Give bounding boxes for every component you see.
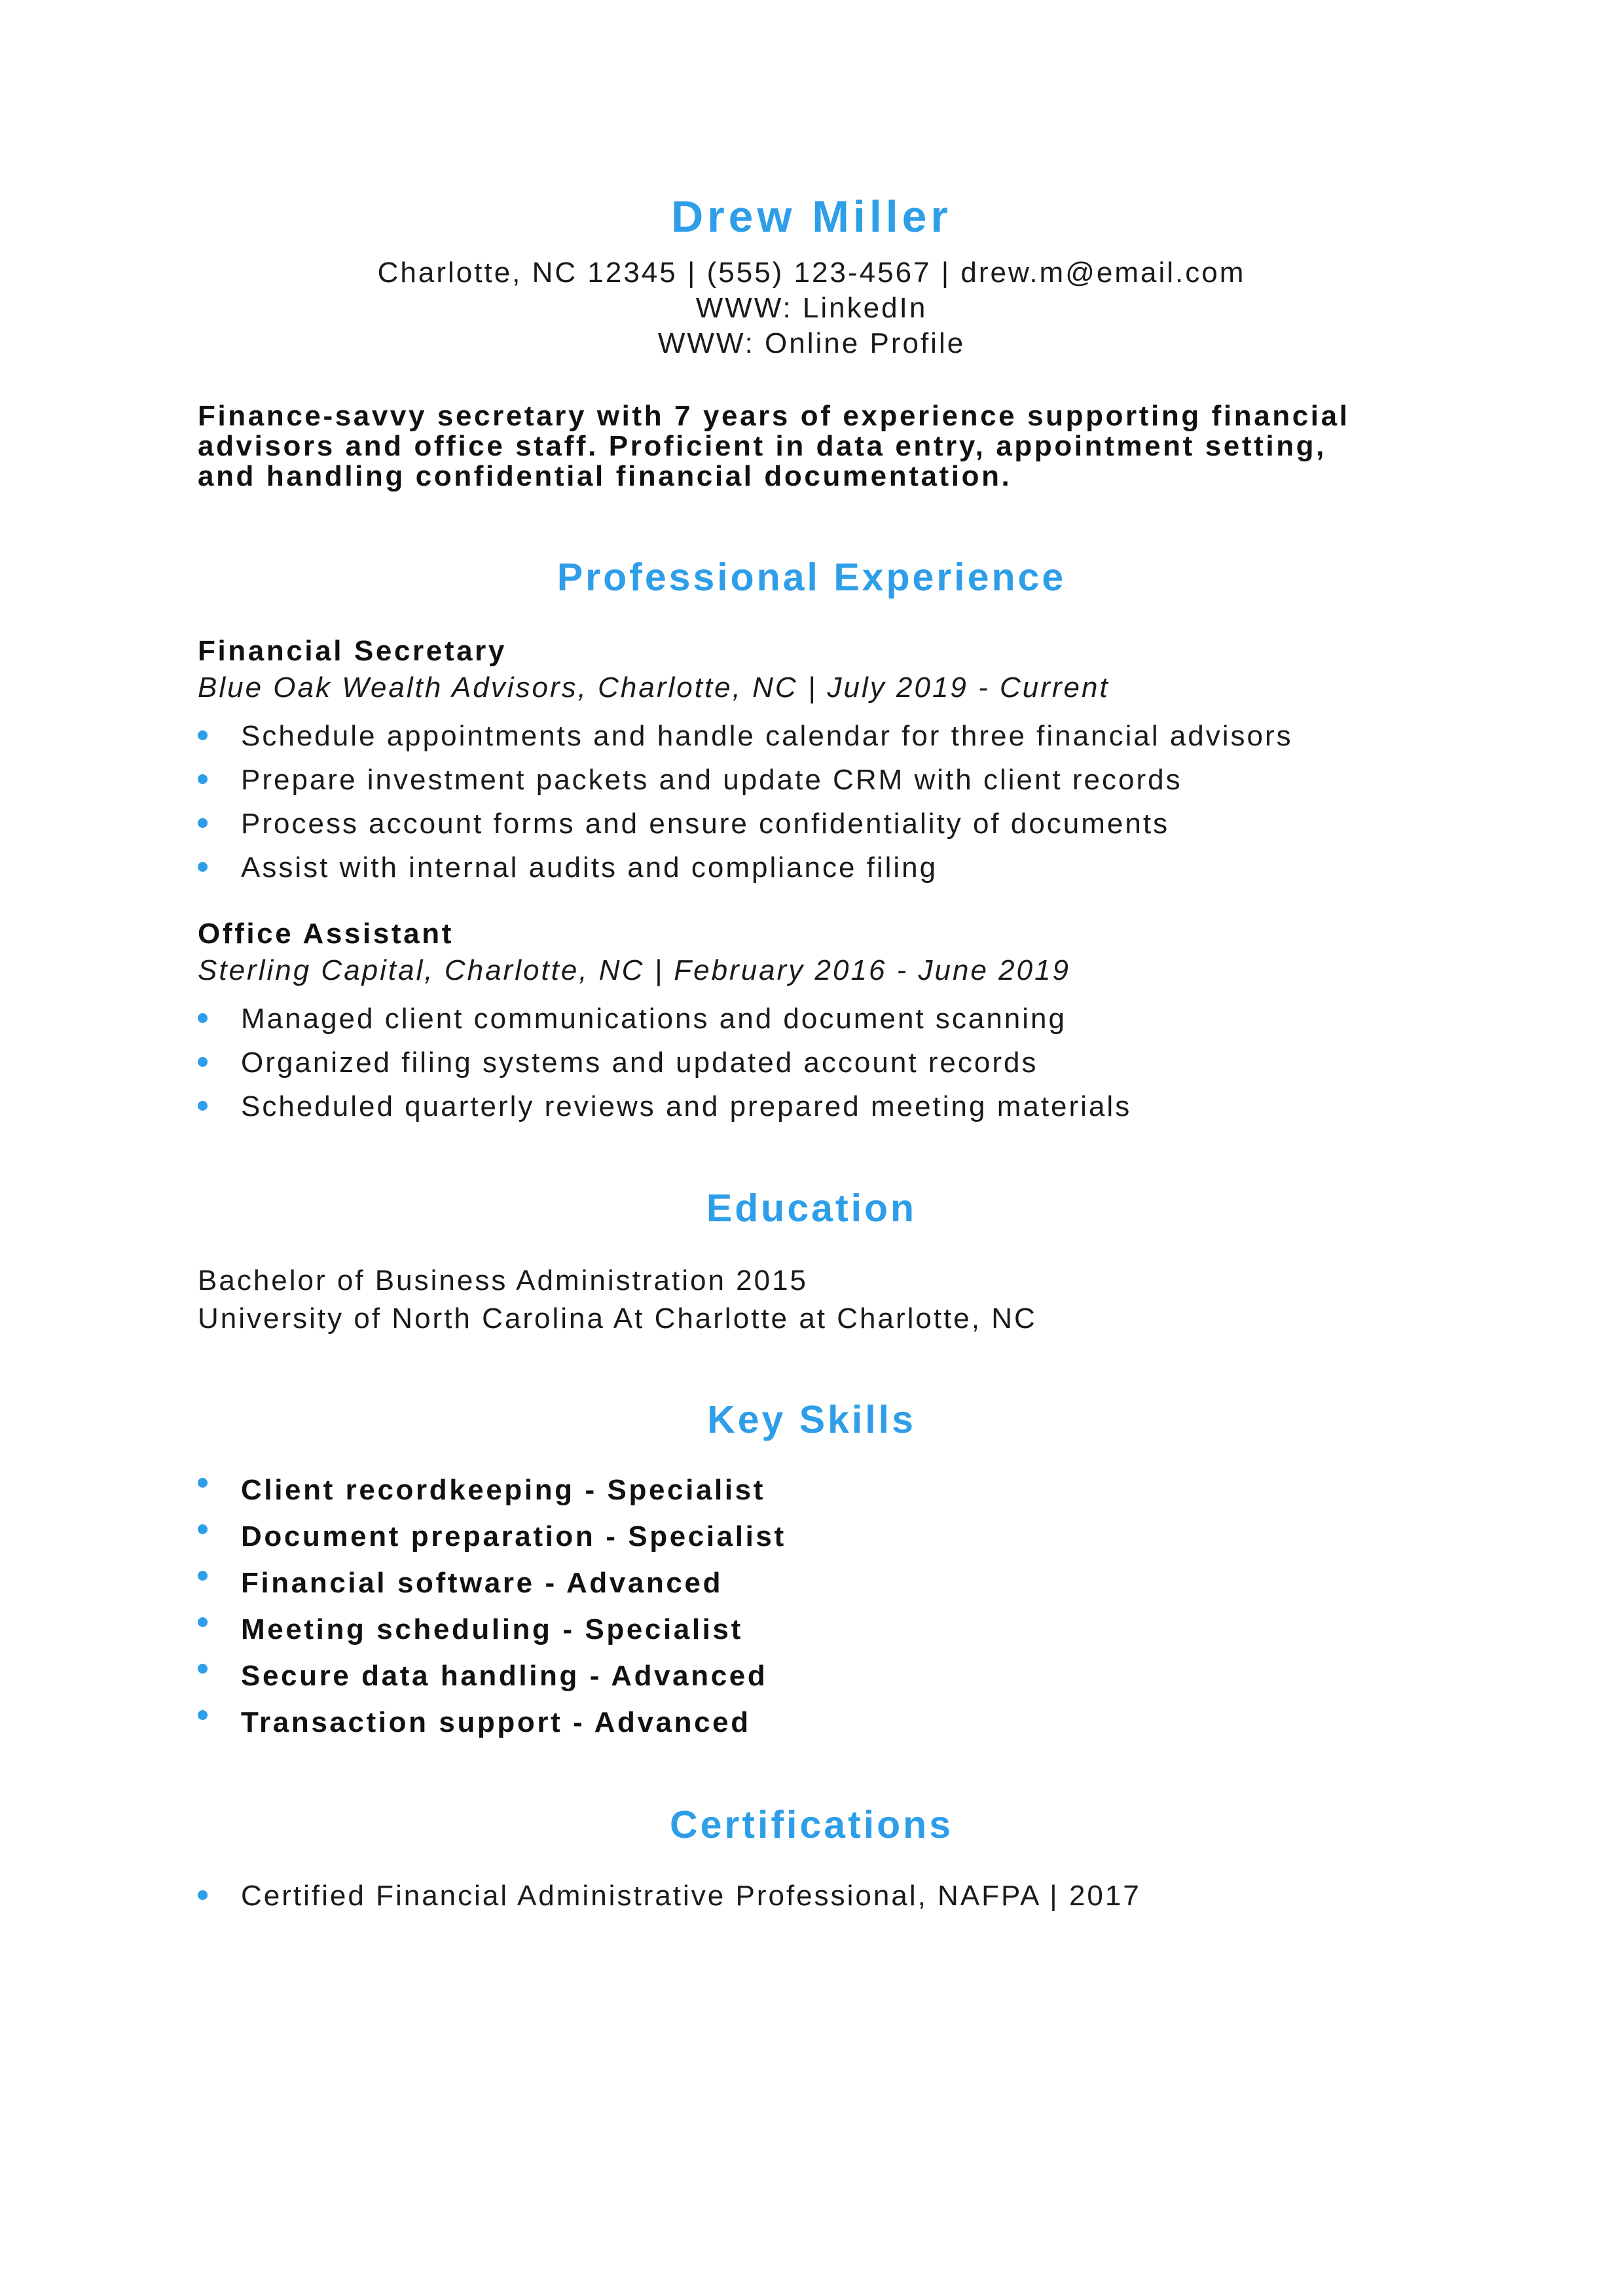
education-heading: Education: [706, 1187, 917, 1230]
bullet-icon: [198, 1617, 208, 1627]
skills-heading: Key Skills: [707, 1398, 916, 1441]
bullet-icon: [198, 1890, 208, 1900]
job-title: Financial Secretary: [198, 635, 507, 667]
bullet-icon: [198, 1710, 208, 1720]
degree-line: Bachelor of Business Administration 2015: [198, 1265, 809, 1297]
resume-page: Drew Miller Charlotte, NC 12345 | (555) 123-4567 | drew.m@email.com WWW: LinkedIn WWW: Online Profile Finance-savvy secretary with 7 years of experience supporting financial advisors and office staff. Proficient in data entry, appointment setting, and handling confidential financial documentation. Professional Experience Financial Secretary Blue Oak Wealth Advisors, Charlotte, NC | July 2019 - Current Schedule appointments and handle calendar for three financial advisors Prepare investment packets and update CRM with client records Process account forms and ensure confidentiality of documents Assist with internal audits and compliance filing Office Assistant Sterling Capital, Charlotte, NC | February 2016 - June 2019 Managed client communications and document scanning Organized filing systems and updated account records Scheduled quarterly reviews and prepared meeting materials Education Bachelor of Business Administration 2015 University of North Carolina At Charlotte at Charlotte, NC Key Skills Client recordkeeping - Specialist Document preparation - Specialist Financial software - Advanced Meeting scheduling - Specialist Secure data handling - Advanced Transaction support - Advanced Certifications Certified Financial Administrative Professional, NAFPA | 2017: [0, 0, 1623, 2296]
job-title: Office Assistant: [198, 918, 454, 950]
bullet-icon: [198, 1524, 208, 1534]
bullet-icon: [198, 1571, 208, 1581]
summary-line: and handling confidential financial documentation.: [198, 460, 1012, 492]
bullet-icon: [198, 862, 208, 872]
bullet-icon: [198, 774, 208, 784]
certifications-heading: Certifications: [669, 1803, 954, 1846]
bullet-icon: [198, 818, 208, 828]
school-line: University of North Carolina At Charlotte at Charlotte, NC: [198, 1302, 1037, 1335]
bullet-icon: [198, 1664, 208, 1674]
bullet-icon: [198, 1101, 208, 1111]
online-profile-link[interactable]: WWW: Online Profile: [657, 327, 966, 359]
job-meta: Blue Oak Wealth Advisors, Charlotte, NC | July 2019 - Current: [198, 672, 1110, 704]
contact-line: Charlotte, NC 12345 | (555) 123-4567 | drew.m@email.com: [377, 257, 1246, 289]
bullet-icon: [198, 1057, 208, 1067]
candidate-name: Drew Miller: [671, 192, 952, 242]
bullet-icon: [198, 1478, 208, 1488]
bullet-icon: [198, 730, 208, 740]
job-meta: Sterling Capital, Charlotte, NC | February 2016 - June 2019: [198, 954, 1071, 986]
summary-line: advisors and office staff. Proficient in data entry, appointment setting,: [198, 430, 1326, 462]
professional-summary: [198, 401, 1442, 492]
summary-line: Finance-savvy secretary with 7 years of experience supporting financial: [198, 400, 1350, 432]
linkedin-link[interactable]: WWW: LinkedIn: [695, 292, 928, 324]
experience-heading: Professional Experience: [556, 556, 1067, 599]
bullet-icon: [198, 1013, 208, 1023]
